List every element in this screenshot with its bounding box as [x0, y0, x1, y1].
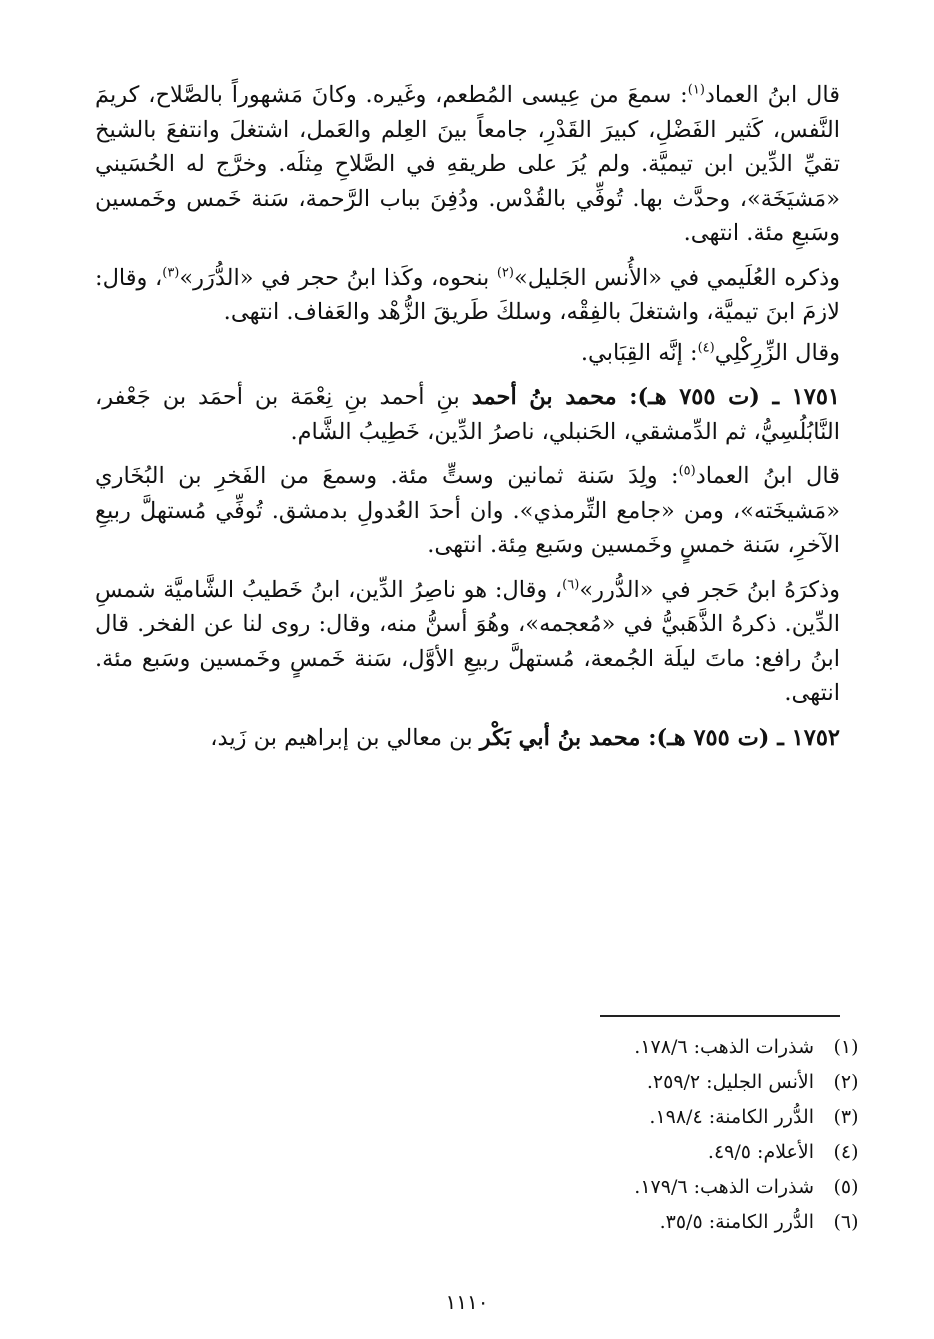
para-lead: قال ابنُ العماد [704, 82, 841, 108]
para-text-a: وذكره العُلَيمي في «الأُنس الجَليل» [513, 264, 840, 291]
paragraph-ibn-al-imad-1 [95, 78, 840, 251]
footnote-number: (٢) [833, 1071, 859, 1093]
paragraph-ibn-hajar [95, 573, 840, 711]
footnote-ref-2: (٢) [496, 265, 514, 280]
footnote-number: (٣) [833, 1106, 859, 1128]
page-number: ١١١٠ [445, 1290, 489, 1314]
para-text-a: وذكرَهُ ابنُ حَجر في «الدُّرر» [579, 576, 841, 603]
footnote-number: (٤) [833, 1141, 859, 1163]
entry-1751 [95, 380, 840, 449]
entry-1752 [95, 721, 840, 756]
para-text-b: بنحوه، وكَذا ابنُ حجر في «الدُّرَر» [179, 264, 497, 291]
footnote-item [560, 1065, 860, 1100]
footnote-ref-6: (٦) [562, 577, 580, 592]
footnote-item [560, 1170, 860, 1205]
footnote-item [560, 1205, 860, 1240]
main-text [95, 78, 840, 765]
footnote-text: الأعلام: ٤٩/٥. [707, 1141, 814, 1163]
para-text-c: ، وقال: لازمَ ابنَ تيميَّة، واشتغلَ بالفِقْه، وسلكَ طَريقَ الزُّهْد والعَفاف. انتهى. [95, 264, 840, 325]
entry-heading: ١٧٥٢ ـ (ت ٧٥٥ هـ): محمد بنُ أبي بَكْر [479, 724, 840, 751]
para-text-a: وقال الزِّرِكْلِي [714, 339, 840, 366]
footnote-text: الدُّرر الكامنة: ٣٥/٥. [659, 1211, 814, 1233]
paragraph-zirikli [95, 336, 840, 371]
entry-text: بن معالي بن إبراهيم بن زَيد، [210, 724, 480, 751]
footnote-text: الأنس الجليل: ٢٥٩/٢. [646, 1071, 814, 1093]
paragraph-ulaymi [95, 261, 840, 330]
paragraph-ibn-al-imad-2 [95, 459, 840, 563]
footnote-text: شذرات الذهب: ١٧٨/٦. [634, 1036, 814, 1058]
footnote-separator [600, 1015, 840, 1017]
footnote-number: (٥) [833, 1176, 859, 1198]
para-text-b: ، وقال: هو ناصِرُ الدِّين، ابنُ خَطيبُ الشَّاميَّة شمسِ الدِّين. ذكرهُ الذَّهَبيُّ في «مُعجمه»، وهُوَ أسنُّ منه، وقال: روى لنا عن الفخر. قال ابنُ رافع: ماتَ ليلَة الجُمعة، مُستهلَّ ربيعِ الأوَّل، سَنة خَمسٍ وخَمسين وسَبع مئة. انتهى. [95, 576, 840, 706]
footnotes [560, 1030, 860, 1240]
entry-heading: ١٧٥١ ـ (ت ٧٥٥ هـ): محمد بنُ أحمد [471, 384, 840, 410]
footnote-ref-4: (٤) [697, 340, 715, 355]
para-lead: قال ابنُ العماد [695, 463, 840, 489]
footnote-text: شذرات الذهب: ١٧٩/٦. [634, 1176, 814, 1198]
para-text: : ولِدَ سَنة ثمانين وستٍّ مئة. وسمعَ من الفَخرِ بن البُخَاري «مَشيخَته»، ومن «جامع التِّرمذي». وان أحدَ العُدولِ بدمشق. تُوفِّي مُستهلَّ ربيعِ الآخرِ، سَنة خمسٍ وخَمسين وسَبع مِئة. انتهى. [95, 463, 840, 558]
footnote-text: الدُّرر الكامنة: ١٩٨/٤. [649, 1106, 814, 1128]
entry-text: بنِ أحمد بنِ نِعْمَة بن أحمَد بن جَعْفر، النَّابُلُسِيُّ، ثم الدِّمشقي، الحَنبلي، ناصرُ الدِّين، خَطِيبُ الشَّام. [95, 384, 840, 445]
footnote-item [560, 1030, 860, 1065]
footnote-item [560, 1100, 860, 1135]
footnote-ref-1: (١) [687, 82, 705, 98]
footnote-number: (١) [833, 1036, 859, 1058]
para-text: : سمعَ من عِيسى المُطعم، وغَيره. وكانَ مَشهوراً بالصَّلاح، كريمَ النَّفس، كَثير الفَضْلِ، كبيرَ القَدْرِ، جامعاً بينَ العِلم والعَمل، اشتغلَ وانتفعَ بالشيخ تقيِّ الدِّين ابن تيميَّة. ولم يُرَ على طريقهِ في الصَّلاحِ مِثلَه. وخرَّج له الحُسَيني «مَشيَخَة»، وحدَّث بها. تُوفِّي بالقُدْس. ودُفِنَ بباب الرَّحمة، سَنة خَمس وخَمسين وسَبعِ مئة. انتهى. [95, 82, 840, 246]
footnote-ref-3: (٣) [162, 265, 180, 280]
footnote-number: (٦) [833, 1211, 859, 1233]
footnote-item [560, 1135, 860, 1170]
footnote-ref-5: (٥) [678, 463, 696, 479]
para-text-b: : إنَّه القِبَابي. [580, 339, 698, 366]
